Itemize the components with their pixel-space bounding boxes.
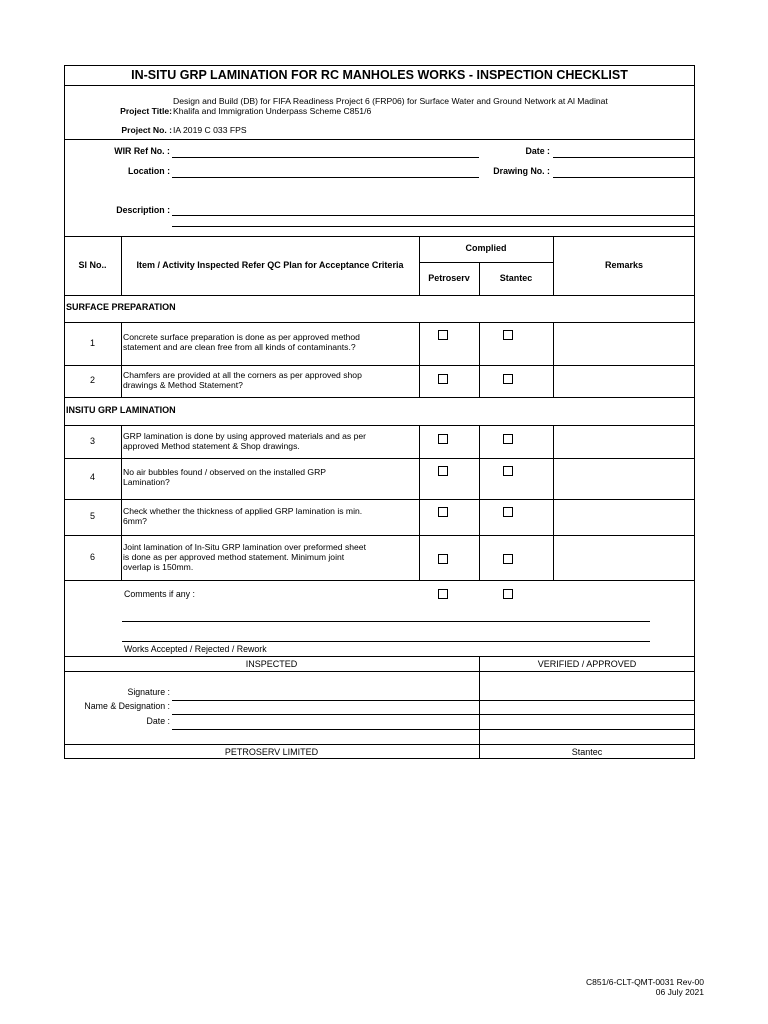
col-divider (553, 425, 554, 580)
document-footer (586, 977, 704, 997)
row-text-line: 6mm? (123, 516, 147, 526)
divider (64, 425, 695, 426)
divider (64, 499, 695, 500)
row-text-line: Joint lamination of In-Situ GRP lamination over preformed sheet (123, 542, 366, 552)
complied-header: Complied (465, 243, 507, 253)
doc-number: C851/6-CLT-QMT-0031 Rev-00 (586, 977, 704, 987)
wir-ref-label: WIR Ref No. : (114, 146, 170, 156)
name-designation-field[interactable] (172, 714, 695, 715)
row-text-line: Chamfers are provided at all the corners as per approved shop (123, 370, 362, 380)
row-text-line: Concrete surface preparation is done as per approved method (123, 332, 360, 342)
checkbox-petroserv[interactable] (438, 330, 448, 340)
drawing-no-label: Drawing No. : (493, 166, 550, 176)
col-divider (419, 322, 420, 397)
divider (64, 580, 695, 581)
doc-date: 06 July 2021 (655, 987, 704, 997)
row-text-line: statement and are clean free from all kinds of contaminants.? (123, 342, 356, 352)
works-status-label: Works Accepted / Rejected / Rework (124, 644, 267, 654)
checkbox-stantec[interactable] (503, 554, 513, 564)
project-title-label: Project Title: (120, 106, 172, 116)
checkbox-petroserv[interactable] (438, 507, 448, 517)
divider (64, 139, 695, 140)
row-text-line: Lamination? (123, 477, 170, 487)
divider (64, 85, 695, 86)
item-header: Item / Activity Inspected Refer QC Plan for Acceptance Criteria (136, 260, 404, 270)
sign-date-label: Date : (146, 716, 170, 726)
divider (419, 262, 553, 263)
inspected-header: INSPECTED (245, 659, 298, 669)
row-text-line: drawings & Method Statement? (123, 380, 243, 390)
row-text-line: is done as per approved method statement. Minimum joint (123, 552, 345, 562)
divider (64, 458, 695, 459)
col-divider (479, 322, 480, 397)
project-title-line2: Khalifa and Immigration Underpass Scheme C851/6 (173, 106, 372, 116)
divider (64, 295, 695, 296)
col-divider (121, 322, 122, 397)
section-heading: INSITU GRP LAMINATION (66, 405, 176, 415)
row-text-line: Check whether the thickness of applied GRP lamination is min. (123, 506, 363, 516)
project-no-label: Project No. : (121, 125, 172, 135)
date-label: Date : (525, 146, 550, 156)
row-number: 3 (89, 436, 95, 446)
col-divider (419, 425, 420, 580)
description-field[interactable] (172, 215, 694, 216)
checkbox-petroserv[interactable] (438, 434, 448, 444)
checkbox-petroserv[interactable] (438, 554, 448, 564)
wir-ref-field[interactable] (172, 157, 479, 158)
project-no-value: IA 2019 C 033 FPS (173, 125, 247, 135)
row-number: 2 (89, 375, 95, 385)
col-divider (553, 322, 554, 397)
description-label: Description : (116, 205, 170, 215)
checkbox-petroserv[interactable] (438, 589, 448, 599)
date-field[interactable] (553, 157, 694, 158)
remarks-header: Remarks (604, 260, 644, 270)
row-text-line: approved Method statement & Shop drawings. (123, 441, 300, 451)
signature-label: Signature : (127, 687, 170, 697)
right-org-name: Stantec (571, 747, 603, 757)
row-text-line: No air bubbles found / observed on the installed GRP (123, 467, 327, 477)
divider (64, 656, 695, 657)
stantec-header: Stantec (499, 273, 533, 283)
row-number: 6 (89, 552, 95, 562)
col-divider (479, 425, 480, 580)
checkbox-petroserv[interactable] (438, 466, 448, 476)
checkbox-stantec[interactable] (503, 434, 513, 444)
checkbox-stantec[interactable] (503, 507, 513, 517)
project-title-line1: Design and Build (DB) for FIFA Readiness Project 6 (FRP06) for Surface Water and Ground Network at Al Madinat (173, 96, 608, 106)
row-text-line: overlap is 150mm. (123, 562, 194, 572)
signature-field[interactable] (172, 700, 695, 701)
divider (64, 236, 695, 237)
verified-header: VERIFIED / APPROVED (537, 659, 637, 669)
row-number: 5 (89, 511, 95, 521)
divider (64, 365, 695, 366)
divider (64, 535, 695, 536)
page-title: IN-SITU GRP LAMINATION FOR RC MANHOLES WORKS - INSPECTION CHECKLIST (131, 68, 628, 82)
checkbox-petroserv[interactable] (438, 374, 448, 384)
sign-date-field[interactable] (172, 729, 695, 730)
row-number: 1 (89, 338, 95, 348)
checkbox-stantec[interactable] (503, 330, 513, 340)
section-heading: SURFACE PREPARATION (66, 302, 176, 312)
checkbox-stantec[interactable] (503, 374, 513, 384)
row-number: 4 (89, 472, 95, 482)
left-org-name: PETROSERV LIMITED (224, 747, 319, 757)
petroserv-header: Petroserv (428, 273, 470, 283)
sl-no-header: Sl No.. (78, 260, 107, 270)
description-field-line2[interactable] (172, 226, 694, 227)
location-label: Location : (127, 166, 170, 176)
divider (64, 744, 695, 745)
col-divider (121, 425, 122, 580)
checkbox-stantec[interactable] (503, 466, 513, 476)
row-text-line: GRP lamination is done by using approved materials and as per (123, 431, 366, 441)
comments-field-line2[interactable] (122, 641, 650, 642)
name-designation-label: Name & Designation : (84, 701, 170, 711)
comments-field[interactable] (122, 621, 650, 622)
divider (64, 671, 695, 672)
divider (64, 322, 695, 323)
drawing-no-field[interactable] (553, 177, 694, 178)
location-field[interactable] (172, 177, 479, 178)
checkbox-stantec[interactable] (503, 589, 513, 599)
comments-label: Comments if any : (124, 589, 195, 599)
divider (64, 397, 695, 398)
